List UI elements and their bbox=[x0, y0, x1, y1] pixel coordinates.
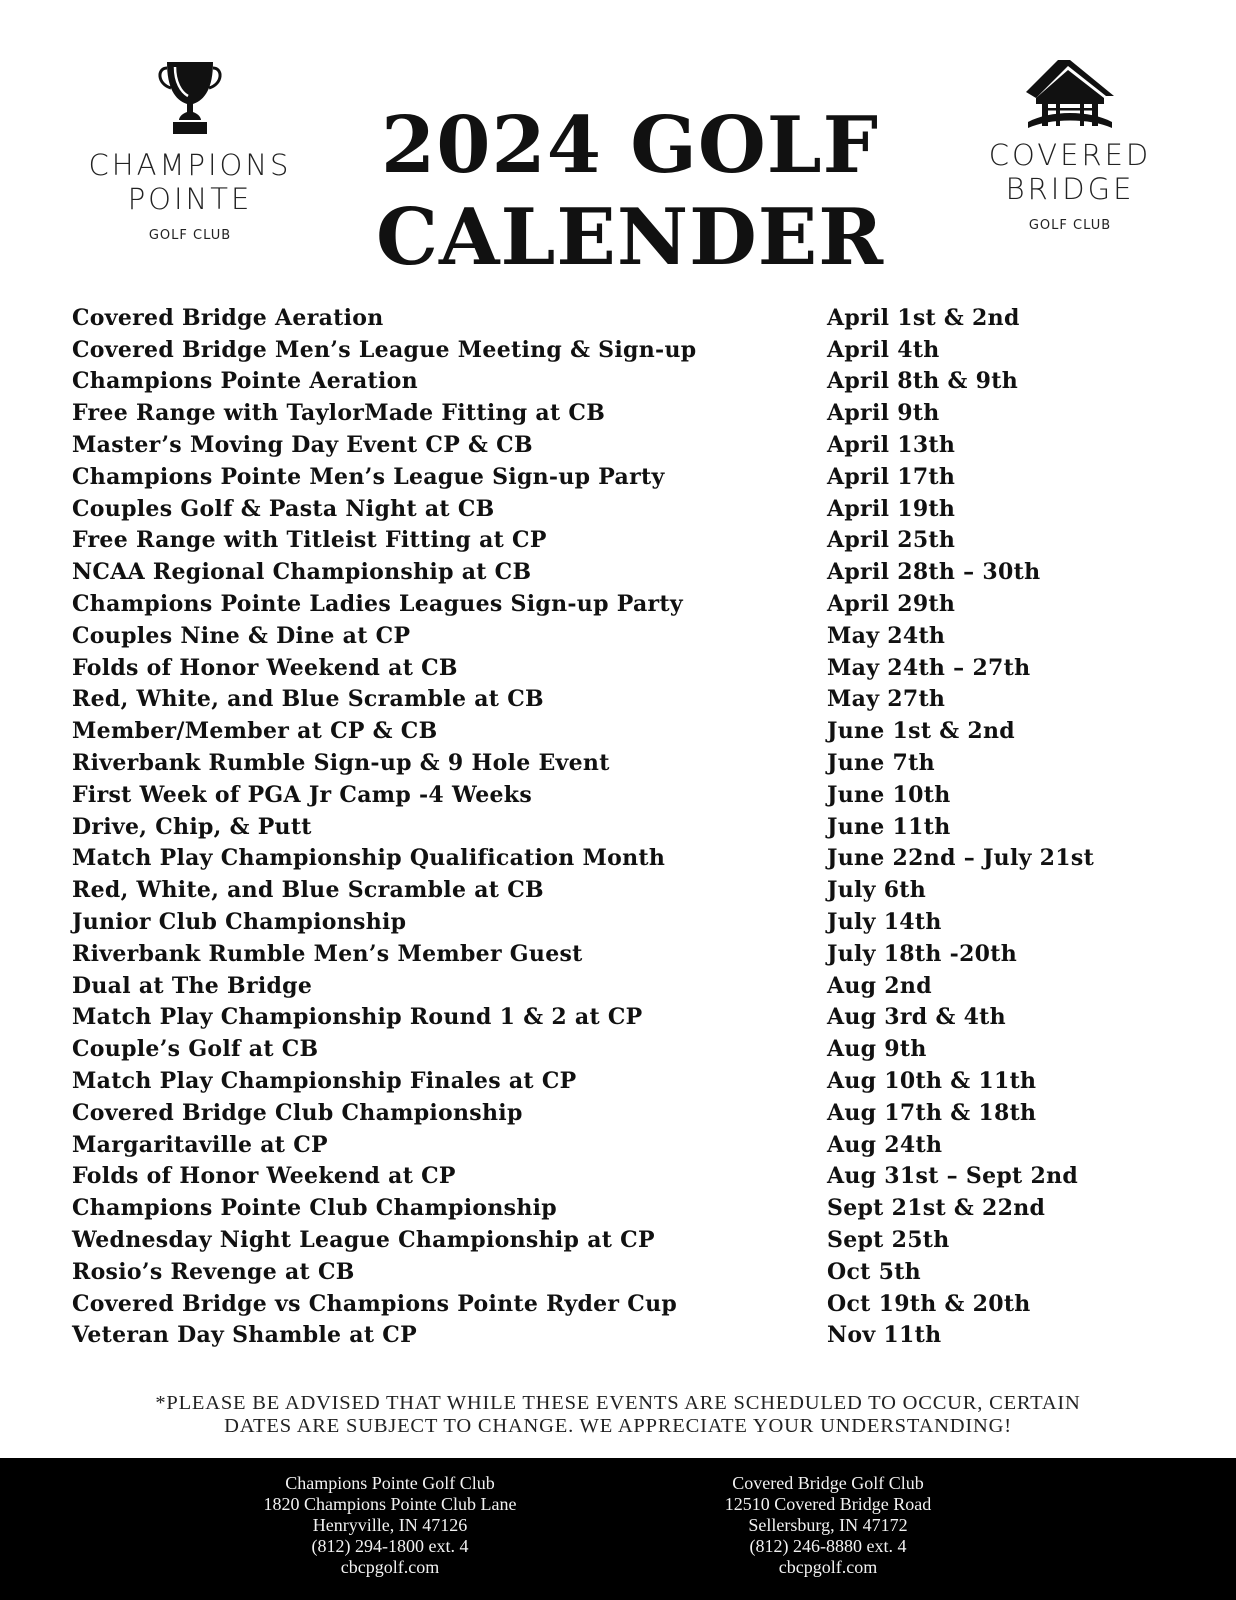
event-row bbox=[72, 461, 1192, 493]
event-row bbox=[72, 525, 1192, 557]
event-date: June 1st & 2nd bbox=[827, 718, 1015, 745]
event-name: Couples Golf & Pasta Night at CB bbox=[72, 495, 495, 522]
event-name: Free Range with Titleist Fitting at CP bbox=[72, 527, 547, 554]
disclaimer-line-1: *PLEASE BE ADVISED THAT WHILE THESE EVENTS ARE SCHEDULED TO OCCUR, CERTAIN bbox=[155, 1392, 1081, 1414]
event-date: Aug 9th bbox=[827, 1036, 927, 1063]
event-row bbox=[72, 811, 1192, 843]
event-date: May 27th bbox=[827, 686, 946, 713]
footer-address: 1820 Champions Pointe Club Lane bbox=[263, 1494, 517, 1514]
event-date: July 18th -20th bbox=[827, 940, 1018, 967]
event-date: April 29th bbox=[827, 591, 956, 618]
event-name: Covered Bridge Men’s League Meeting & Sign-up bbox=[72, 336, 697, 363]
event-date: Sept 21st & 22nd bbox=[827, 1195, 1046, 1222]
event-date: July 14th bbox=[827, 909, 942, 936]
event-row bbox=[72, 366, 1192, 398]
event-name: Riverbank Rumble Men’s Member Guest bbox=[72, 940, 583, 967]
champions-pointe-contact bbox=[210, 1473, 570, 1578]
event-row bbox=[72, 620, 1192, 652]
event-row bbox=[72, 1288, 1192, 1320]
footer-website[interactable]: cbcpgolf.com bbox=[340, 1557, 440, 1577]
event-date: Aug 17th & 18th bbox=[827, 1099, 1037, 1126]
event-date: Aug 31st – Sept 2nd bbox=[827, 1163, 1079, 1190]
event-name: Champions Pointe Aeration bbox=[72, 368, 418, 395]
event-date: June 10th bbox=[827, 781, 951, 808]
event-name: Covered Bridge Club Championship bbox=[72, 1099, 523, 1126]
title-line-2: CALENDER bbox=[375, 192, 885, 283]
champions-pointe-logo bbox=[60, 58, 320, 243]
event-date: Oct 19th & 20th bbox=[827, 1290, 1031, 1317]
event-row bbox=[72, 1320, 1192, 1352]
event-row bbox=[72, 334, 1192, 366]
event-row bbox=[72, 779, 1192, 811]
footer-phone: (812) 294-1800 ext. 4 bbox=[311, 1536, 469, 1556]
event-date: April 13th bbox=[827, 432, 956, 459]
footer-club-name: Champions Pointe Golf Club bbox=[285, 1473, 495, 1493]
event-date: April 1st & 2nd bbox=[827, 304, 1020, 331]
event-date: Aug 3rd & 4th bbox=[827, 1004, 1006, 1031]
event-date: May 24th – 27th bbox=[827, 654, 1031, 681]
event-row bbox=[72, 588, 1192, 620]
event-row bbox=[72, 1002, 1192, 1034]
covered-bridge-contact bbox=[648, 1473, 1008, 1578]
event-name: Red, White, and Blue Scramble at CB bbox=[72, 686, 544, 713]
event-row bbox=[72, 1033, 1192, 1065]
event-row bbox=[72, 906, 1192, 938]
event-name: Covered Bridge Aeration bbox=[72, 304, 384, 331]
footer-city: Henryville, IN 47126 bbox=[312, 1515, 468, 1535]
event-row bbox=[72, 1065, 1192, 1097]
event-row bbox=[72, 843, 1192, 875]
page-title bbox=[330, 100, 930, 284]
event-row bbox=[72, 684, 1192, 716]
event-name: Couples Nine & Dine at CP bbox=[72, 622, 411, 649]
event-name: Couple’s Golf at CB bbox=[72, 1036, 319, 1063]
footer-address: 12510 Covered Bridge Road bbox=[724, 1494, 932, 1514]
event-name: Dual at The Bridge bbox=[72, 972, 313, 999]
event-name: Covered Bridge vs Champions Pointe Ryder Cup bbox=[72, 1290, 678, 1317]
event-row bbox=[72, 429, 1192, 461]
event-name: Margaritaville at CP bbox=[72, 1131, 328, 1158]
title-line-1: 2024 GOLF bbox=[380, 100, 880, 191]
disclaimer bbox=[60, 1392, 1176, 1438]
event-date: June 22nd – July 21st bbox=[827, 845, 1095, 872]
covered-bridge-icon bbox=[1020, 56, 1120, 132]
event-name: Match Play Championship Finales at CP bbox=[72, 1068, 577, 1095]
event-name: Junior Club Championship bbox=[72, 909, 407, 936]
event-date: Nov 11th bbox=[827, 1322, 942, 1349]
event-row bbox=[72, 556, 1192, 588]
event-date: April 25th bbox=[827, 527, 956, 554]
event-date: Aug 10th & 11th bbox=[827, 1068, 1037, 1095]
event-name: Champions Pointe Ladies Leagues Sign-up Party bbox=[72, 591, 683, 618]
event-row bbox=[72, 874, 1192, 906]
event-date: June 11th bbox=[827, 813, 951, 840]
event-row bbox=[72, 1224, 1192, 1256]
event-row bbox=[72, 397, 1192, 429]
footer-website[interactable]: cbcpgolf.com bbox=[778, 1557, 878, 1577]
event-row bbox=[72, 970, 1192, 1002]
event-date: April 19th bbox=[827, 495, 956, 522]
event-date: April 4th bbox=[827, 336, 940, 363]
event-name: Champions Pointe Men’s League Sign-up Party bbox=[72, 463, 665, 490]
trophy-icon bbox=[155, 58, 225, 138]
champions-logo-line2: POINTE bbox=[127, 182, 253, 216]
event-row bbox=[72, 302, 1192, 334]
event-name: NCAA Regional Championship at CB bbox=[72, 559, 532, 586]
footer-city: Sellersburg, IN 47172 bbox=[748, 1515, 908, 1535]
event-name: Match Play Championship Round 1 & 2 at CP bbox=[72, 1004, 643, 1031]
event-name: Master’s Moving Day Event CP & CB bbox=[72, 432, 533, 459]
footer bbox=[0, 1458, 1236, 1600]
disclaimer-line-2: DATES ARE SUBJECT TO CHANGE. WE APPRECIATE YOUR UNDERSTANDING! bbox=[224, 1415, 1012, 1437]
event-date: Sept 25th bbox=[827, 1227, 950, 1253]
event-date: July 6th bbox=[827, 877, 927, 904]
event-row bbox=[72, 652, 1192, 684]
event-name: Red, White, and Blue Scramble at CB bbox=[72, 877, 544, 904]
event-row bbox=[72, 493, 1192, 525]
event-date: April 28th – 30th bbox=[827, 559, 1041, 586]
event-date: Aug 24th bbox=[827, 1131, 943, 1158]
event-name: Veteran Day Shamble at CP bbox=[72, 1322, 417, 1349]
event-row bbox=[72, 1097, 1192, 1129]
event-date: June 7th bbox=[827, 750, 935, 777]
event-date: April 9th bbox=[827, 400, 940, 427]
events-list bbox=[72, 302, 1192, 1351]
covered-bridge-logo bbox=[960, 56, 1180, 233]
event-row bbox=[72, 1129, 1192, 1161]
event-date: April 8th & 9th bbox=[827, 368, 1019, 395]
event-row bbox=[72, 715, 1192, 747]
event-row bbox=[72, 1161, 1192, 1193]
event-row bbox=[72, 747, 1192, 779]
event-row bbox=[72, 938, 1192, 970]
event-row bbox=[72, 1256, 1192, 1288]
event-name: Rosio’s Revenge at CB bbox=[72, 1258, 355, 1285]
footer-phone: (812) 246-8880 ext. 4 bbox=[749, 1536, 907, 1556]
champions-logo-line1: CHAMPIONS bbox=[88, 148, 292, 182]
event-date: Aug 2nd bbox=[827, 972, 932, 999]
event-name: Drive, Chip, & Putt bbox=[72, 813, 312, 840]
event-name: Champions Pointe Club Championship bbox=[72, 1195, 557, 1222]
event-date: April 17th bbox=[827, 463, 956, 490]
event-date: May 24th bbox=[827, 622, 946, 649]
event-name: Member/Member at CP & CB bbox=[72, 718, 438, 745]
event-name: Riverbank Rumble Sign-up & 9 Hole Event bbox=[72, 750, 610, 777]
event-name: Match Play Championship Qualification Month bbox=[72, 845, 666, 872]
event-name: Wednesday Night League Championship at CP bbox=[72, 1227, 655, 1253]
covered-bridge-logo-line2: BRIDGE bbox=[1005, 172, 1135, 206]
event-date: Oct 5th bbox=[827, 1258, 921, 1285]
event-name: First Week of PGA Jr Camp -4 Weeks bbox=[72, 781, 533, 808]
covered-bridge-logo-line1: COVERED bbox=[988, 138, 1152, 172]
covered-bridge-logo-sub: GOLF CLUB bbox=[1028, 218, 1112, 233]
champions-logo-sub: GOLF CLUB bbox=[148, 228, 232, 243]
event-name: Folds of Honor Weekend at CB bbox=[72, 654, 458, 681]
event-name: Folds of Honor Weekend at CP bbox=[72, 1163, 456, 1190]
event-name: Free Range with TaylorMade Fitting at CB bbox=[72, 400, 606, 427]
event-row bbox=[72, 1192, 1192, 1224]
footer-club-name: Covered Bridge Golf Club bbox=[732, 1473, 924, 1493]
